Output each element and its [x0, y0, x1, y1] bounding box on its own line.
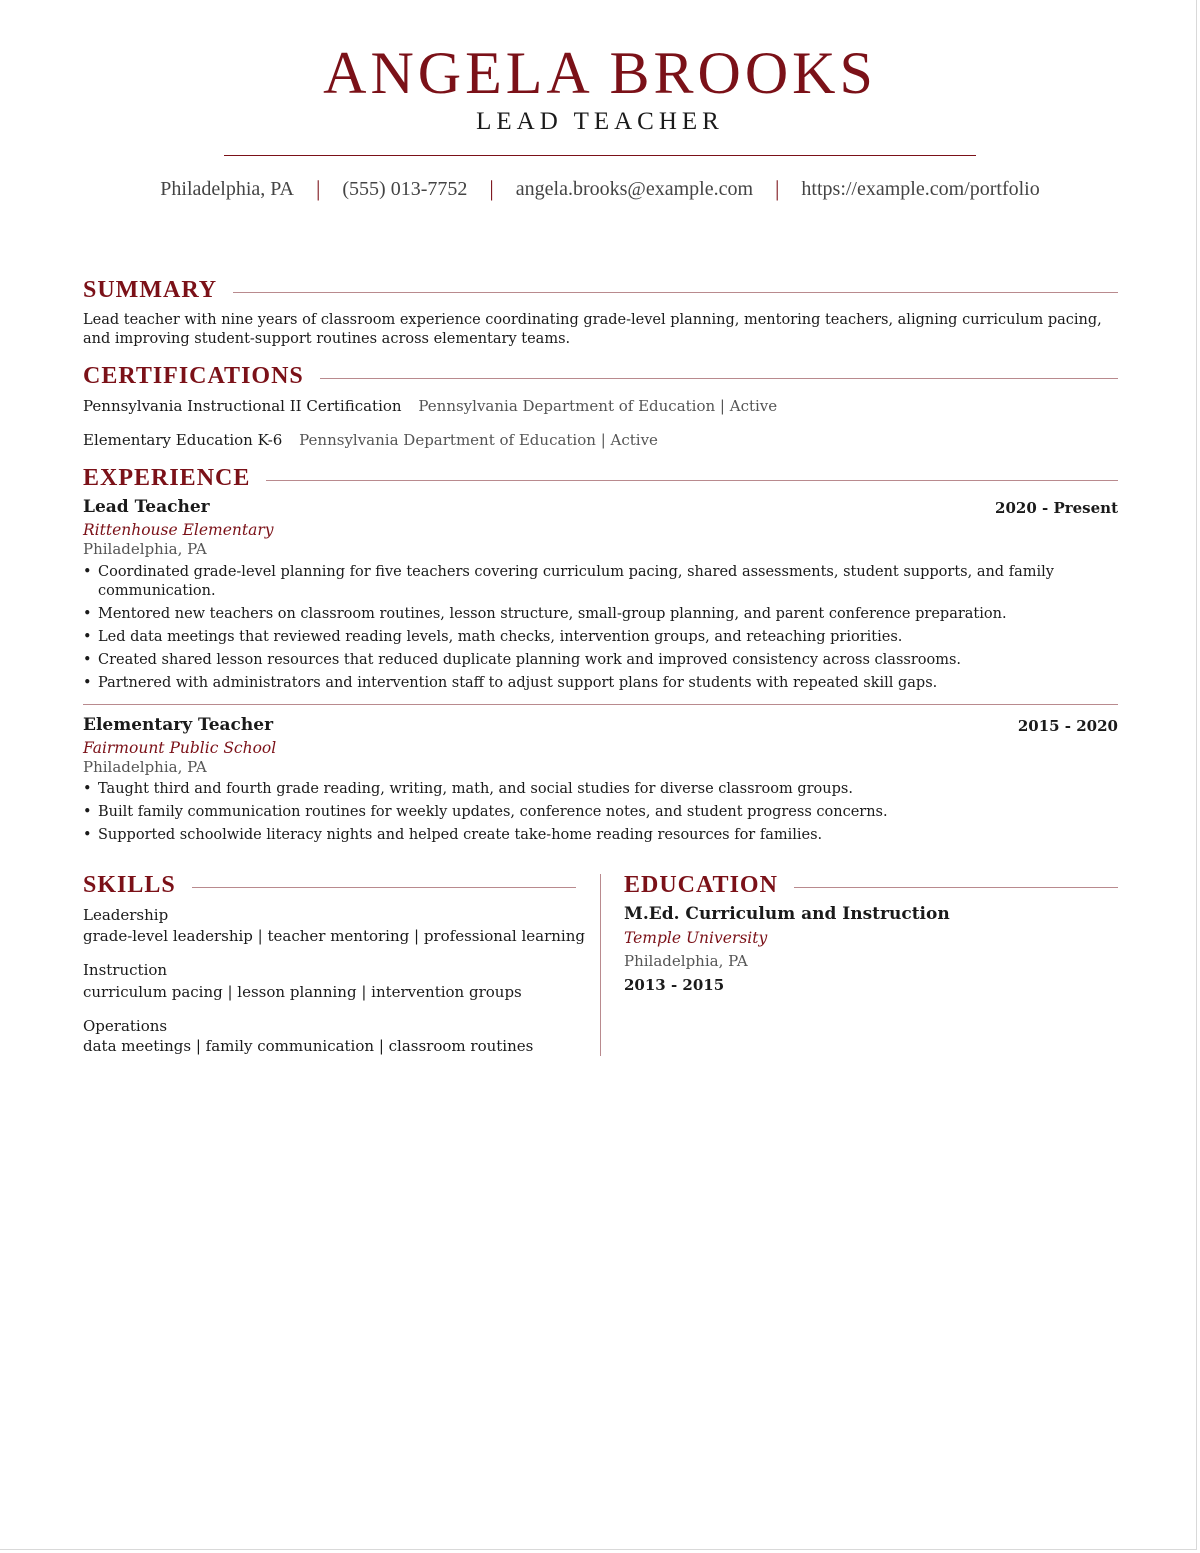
education-degree: M.Ed. Curriculum and Instruction	[624, 904, 950, 924]
skills-section-header	[83, 871, 576, 899]
certification-meta: Pennsylvania Department of Education | Active	[299, 431, 658, 449]
section-rule	[320, 378, 1118, 379]
education-school: Temple University	[624, 929, 768, 947]
job-dates: 2020 - Present	[995, 499, 1118, 517]
certifications-section-header	[83, 362, 1118, 390]
section-rule	[233, 292, 1118, 293]
job-bullet: • Created shared lesson resources that reduced duplicate planning work and improved consistency across classrooms.	[83, 651, 1093, 670]
certifications-heading: CERTIFICATIONS	[83, 363, 304, 389]
job-title: Elementary Teacher	[83, 715, 274, 735]
job-headline: LEAD TEACHER	[476, 108, 724, 135]
job-bullet: • Coordinated grade-level planning for five teachers covering curriculum pacing, shared assessments, student supports, and family communication.	[83, 563, 1093, 601]
education-dates: 2013 - 2015	[624, 976, 725, 994]
job-location: Philadelphia, PA	[83, 540, 207, 558]
candidate-name: ANGELA BROOKS	[323, 40, 877, 106]
skill-list: data meetings | family communication | classroom routines	[83, 1037, 534, 1055]
job-company: Fairmount Public School	[83, 739, 277, 757]
summary-text: Lead teacher with nine years of classroom experience coordinating grade-level planning, mentoring teachers, aligning curriculum pacing, and improving student-support routines across elementary teams.	[83, 312, 1102, 347]
job-bullet: • Built family communication routines for weekly updates, conference notes, and student progress concerns.	[83, 803, 1093, 822]
job-company: Rittenhouse Elementary	[83, 521, 274, 539]
section-rule	[192, 887, 576, 888]
skill-list: grade-level leadership | teacher mentoring | professional learning	[83, 927, 585, 945]
education-section-header	[624, 871, 1118, 899]
certification-meta: Pennsylvania Department of Education | Active	[418, 397, 778, 415]
skills-heading: SKILLS	[83, 872, 176, 898]
summary-heading: SUMMARY	[83, 277, 218, 303]
skill-category: Leadership	[83, 906, 169, 924]
job-bullet: • Taught third and fourth grade reading, writing, math, and social studies for diverse classroom groups.	[83, 780, 1093, 799]
contact-separator: |	[315, 176, 321, 201]
section-rule	[794, 887, 1118, 888]
contact-phone[interactable]: (555) 013-7752	[342, 177, 468, 200]
job-divider	[83, 704, 1118, 705]
job-bullet: • Mentored new teachers on classroom routines, lesson structure, small-group planning, and parent conference preparation.	[83, 605, 1093, 624]
experience-section-header	[83, 464, 1118, 492]
column-divider	[600, 874, 601, 1056]
job-bullet: • Partnered with administrators and intervention staff to adjust support plans for students with repeated skill gaps.	[83, 674, 1093, 693]
job-bullets	[83, 563, 1093, 697]
education-heading: EDUCATION	[624, 872, 778, 898]
contact-bar	[0, 176, 1200, 202]
job-bullet: • Led data meetings that reviewed reading levels, math checks, intervention groups, and reteaching priorities.	[83, 628, 1093, 647]
job-bullet: • Supported schoolwide literacy nights and helped create take-home reading resources for families.	[83, 826, 1093, 845]
certification-item	[83, 396, 777, 416]
contact-location: Philadelphia, PA	[160, 177, 294, 200]
summary-section-header	[83, 276, 1118, 304]
header-divider	[224, 155, 976, 156]
job-title: Lead Teacher	[83, 497, 210, 517]
contact-website[interactable]: https://example.com/portfolio	[801, 177, 1040, 200]
contact-separator: |	[489, 176, 494, 201]
contact-separator: |	[775, 176, 780, 201]
job-location: Philadelphia, PA	[83, 758, 207, 776]
contact-email[interactable]: angela.brooks@example.com	[515, 177, 754, 200]
education-location: Philadelphia, PA	[624, 952, 748, 970]
job-dates: 2015 - 2020	[1017, 717, 1118, 735]
skill-list: curriculum pacing | lesson planning | intervention groups	[83, 983, 522, 1001]
experience-heading: EXPERIENCE	[83, 465, 251, 491]
skill-category: Instruction	[83, 961, 168, 979]
certification-name: Elementary Education K-6	[83, 431, 283, 449]
job-bullets	[83, 780, 1093, 849]
section-rule	[266, 480, 1118, 481]
certification-item	[83, 430, 658, 450]
skill-category: Operations	[83, 1017, 168, 1035]
certification-name: Pennsylvania Instructional II Certification	[83, 397, 402, 415]
